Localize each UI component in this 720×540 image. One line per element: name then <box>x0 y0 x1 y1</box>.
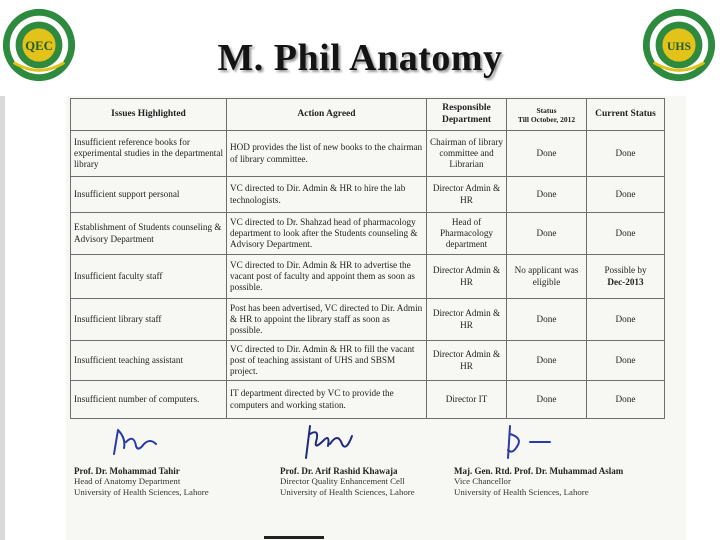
signatory-title: Head of Anatomy Department <box>74 476 181 486</box>
responsible-cell: Chairman of library committee and Librarian <box>427 131 507 177</box>
status-cell: Done <box>507 177 587 213</box>
table-row <box>71 299 665 341</box>
signatory-name: Prof. Dr. Arif Rashid Khawaja <box>280 466 398 476</box>
status-cell: Done <box>507 381 587 419</box>
signatory-org: University of Health Sciences, Lahore <box>280 486 415 497</box>
issue-cell: Insufficient library staff <box>71 299 227 341</box>
status-cell: No applicant was eligible <box>507 255 587 299</box>
header-issues: Issues Highlighted <box>71 99 227 131</box>
signature-mark <box>74 424 164 464</box>
responsible-cell: Director Admin & HR <box>427 299 507 341</box>
header-action: Action Agreed <box>227 99 427 131</box>
signature-area <box>66 424 686 534</box>
signatory-title: Vice Chancellor <box>454 476 511 486</box>
header-current-status: Current Status <box>587 99 665 131</box>
table-row <box>71 213 665 255</box>
signature-block <box>280 424 480 498</box>
responsible-cell: Director Admin & HR <box>427 177 507 213</box>
responsible-cell: Director Admin & HR <box>427 255 507 299</box>
table-row <box>71 341 665 381</box>
current-status-cell: Done <box>587 213 665 255</box>
responsible-cell: Head of Pharmacology department <box>427 213 507 255</box>
header-status <box>507 99 587 131</box>
table-row <box>71 177 665 213</box>
status-cell: Done <box>507 341 587 381</box>
action-cell: VC directed to Dir. Admin & HR to hire the lab technologists. <box>227 177 427 213</box>
current-status-cell: Done <box>587 341 665 381</box>
current-status-line1: Possible by <box>604 265 647 276</box>
issue-cell: Insufficient faculty staff <box>71 255 227 299</box>
header-status-sub: Till October, 2012 <box>517 114 576 124</box>
table-row <box>71 255 665 299</box>
responsible-cell: Director Admin & HR <box>427 341 507 381</box>
issue-cell: Establishment of Students counseling & Advisory Department <box>71 213 227 255</box>
table-row <box>71 131 665 177</box>
qec-logo-text: QEC <box>25 38 53 53</box>
signatory-org: University of Health Sciences, Lahore <box>74 486 209 497</box>
status-cell: Done <box>507 299 587 341</box>
table-row <box>71 381 665 419</box>
issue-cell: Insufficient number of computers. <box>71 381 227 419</box>
table-header-row <box>71 99 665 131</box>
uhs-logo-text: UHS <box>666 39 692 53</box>
current-status-cell: Done <box>587 381 665 419</box>
current-status-cell: Done <box>587 299 665 341</box>
action-cell: HOD provides the list of new books to the chairman of library committee. <box>227 131 427 177</box>
current-status-cell <box>587 255 665 299</box>
issues-table <box>70 98 665 419</box>
action-cell: VC directed to Dir. Admin & HR to advertise the vacant post of faculty and appoint them as soon as possible. <box>227 255 427 299</box>
issue-cell: Insufficient support personal <box>71 177 227 213</box>
signature-block <box>74 424 274 498</box>
action-cell: VC directed to Dir. Admin & HR to fill the vacant post of teaching assistant of UHS and SBSM project. <box>227 341 427 381</box>
status-cell: Done <box>507 213 587 255</box>
header-responsible: Responsible Department <box>427 99 507 131</box>
current-status-cell: Done <box>587 131 665 177</box>
signatory-org: University of Health Sciences, Lahore <box>454 486 589 497</box>
action-cell: Post has been advertised, VC directed to Dir. Admin & HR to appoint the library staff as soon as possible. <box>227 299 427 341</box>
bottom-rule <box>264 536 324 539</box>
issue-cell: Insufficient teaching assistant <box>71 341 227 381</box>
scanned-document <box>66 96 686 540</box>
current-status-line2: Dec-2013 <box>607 276 644 287</box>
action-cell: IT department directed by VC to provide the computers and working station. <box>227 381 427 419</box>
page-title: M. Phil Anatomy <box>217 37 503 79</box>
signatory-name: Maj. Gen. Rtd. Prof. Dr. Muhammad Aslam <box>454 466 624 476</box>
issue-cell: Insufficient reference books for experimental studies in the departmental library <box>71 131 227 177</box>
responsible-cell: Director IT <box>427 381 507 419</box>
signatory-title: Director Quality Enhancement Cell <box>280 476 405 486</box>
current-status-cell: Done <box>587 177 665 213</box>
status-cell: Done <box>507 131 587 177</box>
action-cell: VC directed to Dr. Shahzad head of pharmacology department to look after the Students counseling & Advisory Department. <box>227 213 427 255</box>
signature-mark <box>280 424 370 464</box>
signature-block <box>454 424 684 498</box>
header-status-label: Status <box>536 105 557 115</box>
signature-mark <box>454 424 564 464</box>
signatory-name: Prof. Dr. Mohammad Tahir <box>74 466 180 476</box>
scan-edge <box>0 96 5 540</box>
